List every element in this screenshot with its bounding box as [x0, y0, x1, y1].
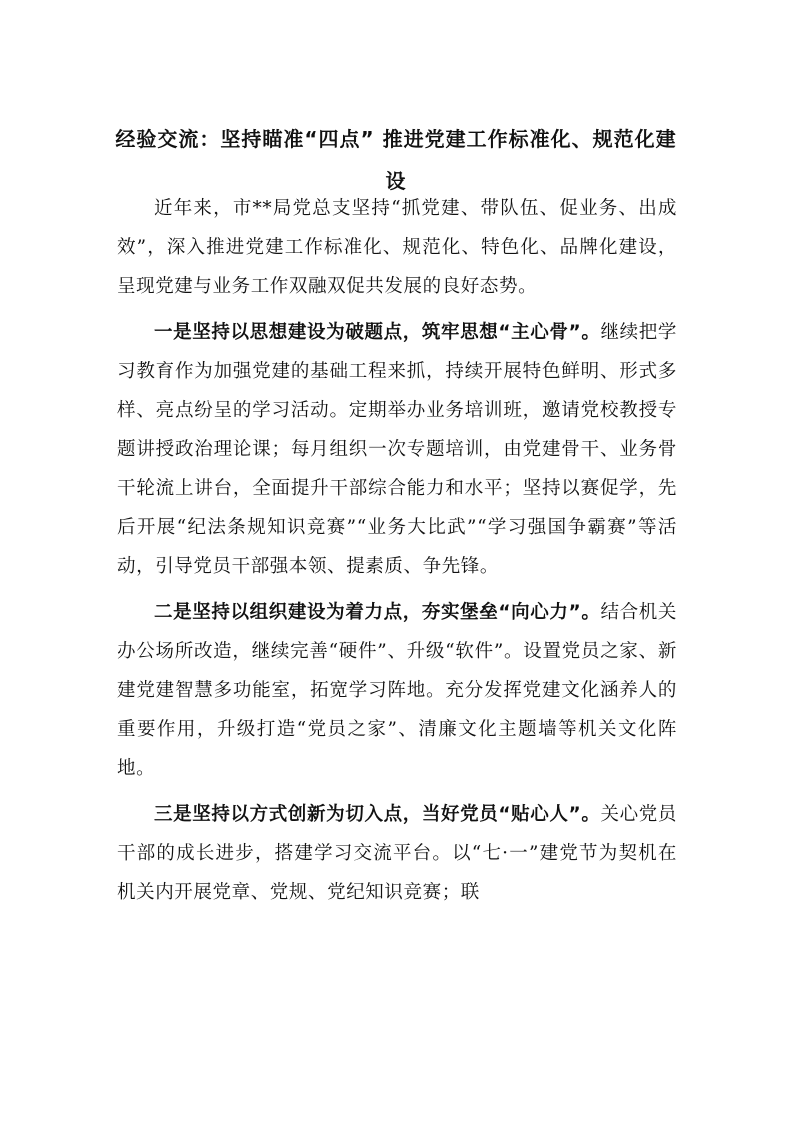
- section-1-heading: 一是坚持以思想建设为破题点，筑牢思想“主心骨”。: [154, 322, 601, 343]
- document-title: 经验交流：坚持瞄准“四点” 推进党建工作标准化、规范化建设: [115, 127, 677, 193]
- section-1-paragraph: [117, 313, 677, 586]
- intro-paragraph: 近年来，市**局党总支坚持“抓党建、带队伍、促业务、出成效”，深入推进党建工作标准化、规范化、特色化、品牌化建设，呈现党建与业务工作双融双促共发展的良好态势。: [117, 198, 677, 297]
- section-2-body: 结合机关办公场所改造，继续完善“硬件”、升级“软件”。设置党员之家、新建党建智慧多功能室，拓宽学习阵地。充分发挥党建文化涵养人的重要作用，升级打造“党员之家”、清廉文化主题墙等机关文化阵地。: [117, 602, 677, 779]
- section-1-body: 继续把学习教育作为加强党建的基础工程来抓，持续开展特色鲜明、形式多样、亮点纷呈的学习活动。定期举办业务培训班，邀请党校教授专题讲授政治理论课；每月组织一次专题培训，由党建骨干、业务骨干轮流上讲台，全面提升干部综合能力和水平；坚持以赛促学，先后开展“纪法条规知识竞赛”“业务大比武”“学习强国争霸赛”等活动，引导党员干部强本领、提素质、争先锋。: [117, 322, 677, 577]
- document-body: [117, 189, 677, 912]
- section-2-paragraph: [117, 593, 677, 788]
- section-3-heading: 三是坚持以方式创新为切入点，当好党员“贴心人”。: [154, 804, 601, 825]
- section-3-paragraph: [117, 795, 677, 912]
- section-3-body: 关心党员干部的成长进步，搭建学习交流平台。以“七·一”建党节为契机在机关内开展党章、党规、党纪知识竞赛；联: [117, 804, 677, 903]
- section-2-heading: 二是坚持以组织建设为着力点，夯实堡垒“向心力”。: [154, 602, 601, 623]
